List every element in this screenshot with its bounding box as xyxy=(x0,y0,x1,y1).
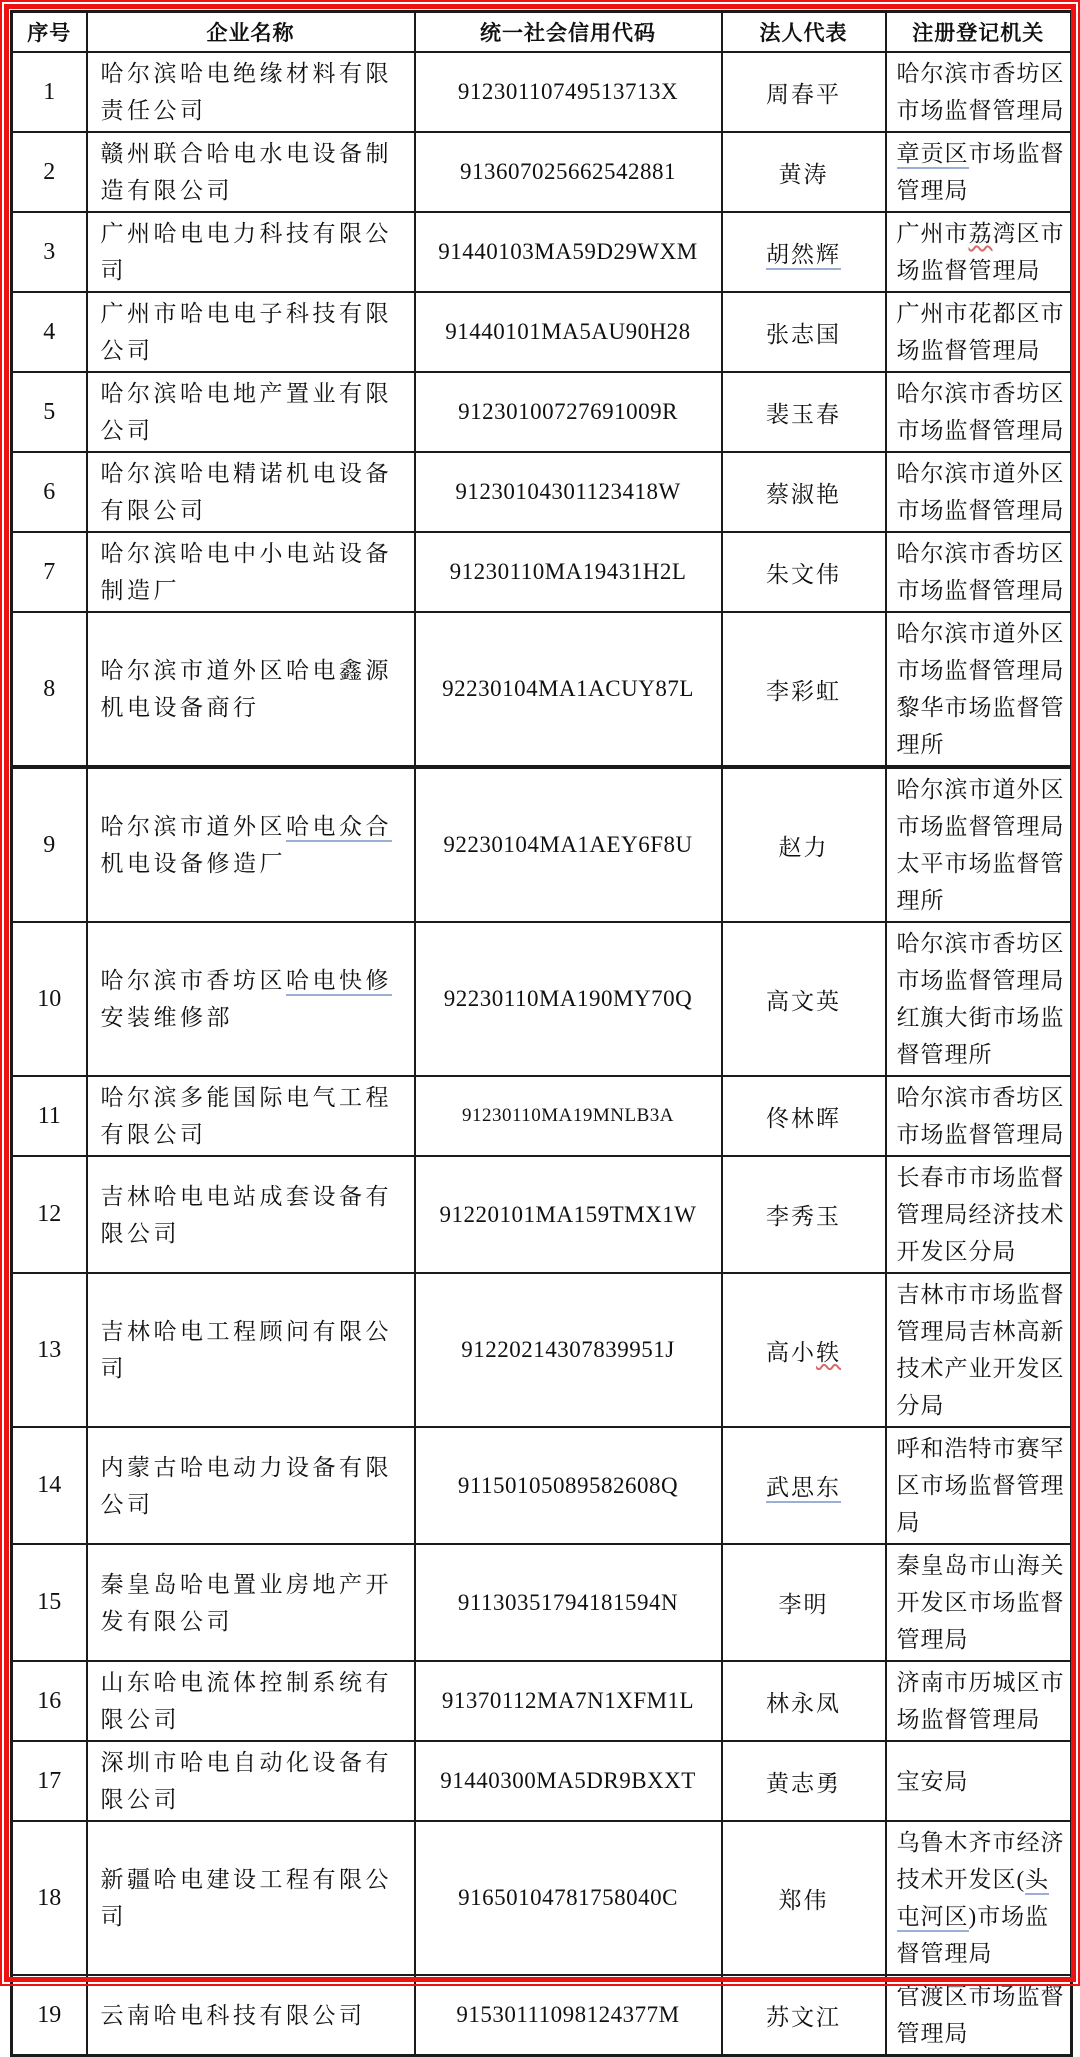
cell-legal-representative: 赵力 xyxy=(722,767,886,922)
cell-serial-number: 5 xyxy=(12,372,87,452)
cell-company-name: 新疆哈电建设工程有限公司 xyxy=(87,1821,415,1975)
underlined-text: 武思东 xyxy=(766,1475,841,1503)
cell-company-name: 深圳市哈电自动化设备有限公司 xyxy=(87,1741,415,1821)
column-header-legal: 法人代表 xyxy=(722,12,886,53)
cell-legal-representative: 佟林晖 xyxy=(722,1076,886,1156)
cell-company-name: 哈尔滨市香坊区哈电快修安装维修部 xyxy=(87,922,415,1076)
cell-company-name: 赣州联合哈电水电设备制造有限公司 xyxy=(87,132,415,212)
table-row xyxy=(12,452,1072,532)
cell-serial-number: 19 xyxy=(12,1975,87,2056)
table-row xyxy=(12,1427,1072,1544)
cell-legal-representative: 裴玉春 xyxy=(722,372,886,452)
table-row xyxy=(12,767,1072,922)
column-header-authority: 注册登记机关 xyxy=(886,12,1072,53)
cell-credit-code: 91230110MA19MNLB3A xyxy=(415,1076,722,1156)
underlined-text: 胡然辉 xyxy=(766,242,841,270)
cell-credit-code: 91440103MA59D29WXM xyxy=(415,212,722,292)
cell-company-name: 云南哈电科技有限公司 xyxy=(87,1975,415,2056)
table-row xyxy=(12,1273,1072,1427)
cell-legal-representative: 周春平 xyxy=(722,52,886,132)
cell-legal-representative: 张志国 xyxy=(722,292,886,372)
table-row xyxy=(12,532,1072,612)
table-row xyxy=(12,1661,1072,1741)
cell-registration-authority: 哈尔滨市香坊区市场监督管理局 xyxy=(886,372,1072,452)
cell-credit-code: 913607025662542881 xyxy=(415,132,722,212)
table-row xyxy=(12,52,1072,132)
cell-legal-representative: 蔡淑艳 xyxy=(722,452,886,532)
cell-credit-code: 91150105089582608Q xyxy=(415,1427,722,1544)
cell-company-name: 吉林哈电工程顾问有限公司 xyxy=(87,1273,415,1427)
cell-company-name: 吉林哈电电站成套设备有限公司 xyxy=(87,1156,415,1273)
cell-legal-representative: 黄志勇 xyxy=(722,1741,886,1821)
underlined-text: 哈电快修 xyxy=(286,968,392,996)
cell-company-name: 广州哈电电力科技有限公司 xyxy=(87,212,415,292)
cell-registration-authority: 哈尔滨市道外区市场监督管理局 xyxy=(886,452,1072,532)
cell-serial-number: 17 xyxy=(12,1741,87,1821)
cell-credit-code: 91440101MA5AU90H28 xyxy=(415,292,722,372)
cell-registration-authority: 哈尔滨市香坊区市场监督管理局 xyxy=(886,52,1072,132)
cell-serial-number: 18 xyxy=(12,1821,87,1975)
cell-legal-representative: 高小轶 xyxy=(722,1273,886,1427)
cell-company-name: 山东哈电流体控制系统有限公司 xyxy=(87,1661,415,1741)
cell-registration-authority: 吉林市市场监督管理局吉林高新技术产业开发区分局 xyxy=(886,1273,1072,1427)
cell-registration-authority: 哈尔滨市道外区市场监督管理局太平市场监督管理所 xyxy=(886,767,1072,922)
cell-legal-representative: 李明 xyxy=(722,1544,886,1661)
cell-company-name: 哈尔滨哈电精诺机电设备有限公司 xyxy=(87,452,415,532)
cell-company-name: 广州市哈电电子科技有限公司 xyxy=(87,292,415,372)
cell-company-name: 哈尔滨多能国际电气工程有限公司 xyxy=(87,1076,415,1156)
cell-serial-number: 15 xyxy=(12,1544,87,1661)
table-row xyxy=(12,1544,1072,1661)
cell-serial-number: 3 xyxy=(12,212,87,292)
cell-credit-code: 92230104MA1ACUY87L xyxy=(415,612,722,767)
cell-legal-representative: 李秀玉 xyxy=(722,1156,886,1273)
table-header-row xyxy=(12,12,1072,53)
column-header-name: 企业名称 xyxy=(87,12,415,53)
cell-legal-representative xyxy=(722,212,886,292)
cell-credit-code: 92230104MA1AEY6F8U xyxy=(415,767,722,922)
cell-company-name: 内蒙古哈电动力设备有限公司 xyxy=(87,1427,415,1544)
table-row xyxy=(12,1156,1072,1273)
cell-serial-number: 9 xyxy=(12,767,87,922)
cell-registration-authority: 济南市历城区市场监督管理局 xyxy=(886,1661,1072,1741)
cell-registration-authority: 哈尔滨市道外区市场监督管理局黎华市场监督管理所 xyxy=(886,612,1072,767)
cell-credit-code: 92230110MA190MY70Q xyxy=(415,922,722,1076)
cell-legal-representative: 林永凤 xyxy=(722,1661,886,1741)
cell-credit-code: 91230110749513713X xyxy=(415,52,722,132)
table-row xyxy=(12,132,1072,212)
cell-legal-representative: 苏文江 xyxy=(722,1975,886,2056)
cell-credit-code: 91230104301123418W xyxy=(415,452,722,532)
cell-serial-number: 12 xyxy=(12,1156,87,1273)
table-row xyxy=(12,212,1072,292)
table-row xyxy=(12,1076,1072,1156)
cell-registration-authority: 官渡区市场监督管理局 xyxy=(886,1975,1072,2056)
cell-legal-representative: 朱文伟 xyxy=(722,532,886,612)
cell-company-name: 哈尔滨哈电地产置业有限公司 xyxy=(87,372,415,452)
cell-credit-code: 91370112MA7N1XFM1L xyxy=(415,1661,722,1741)
cell-credit-code: 91220214307839951J xyxy=(415,1273,722,1427)
cell-serial-number: 11 xyxy=(12,1076,87,1156)
underlined-text: 哈电众合 xyxy=(286,814,392,842)
table-row xyxy=(12,1741,1072,1821)
cell-serial-number: 6 xyxy=(12,452,87,532)
cell-registration-authority: 长春市市场监督管理局经济技术开发区分局 xyxy=(886,1156,1072,1273)
cell-company-name: 哈尔滨市道外区哈电众合机电设备修造厂 xyxy=(87,767,415,922)
cell-company-name: 哈尔滨哈电中小电站设备制造厂 xyxy=(87,532,415,612)
cell-legal-representative: 高文英 xyxy=(722,922,886,1076)
cell-serial-number: 4 xyxy=(12,292,87,372)
cell-serial-number: 16 xyxy=(12,1661,87,1741)
cell-company-name: 哈尔滨市道外区哈电鑫源机电设备商行 xyxy=(87,612,415,767)
cell-serial-number: 7 xyxy=(12,532,87,612)
cell-serial-number: 8 xyxy=(12,612,87,767)
cell-credit-code: 91130351794181594N xyxy=(415,1544,722,1661)
cell-credit-code: 91440300MA5DR9BXXT xyxy=(415,1741,722,1821)
cell-company-name: 哈尔滨哈电绝缘材料有限责任公司 xyxy=(87,52,415,132)
cell-legal-representative xyxy=(722,1427,886,1544)
underlined-text: 头屯河区 xyxy=(897,1867,1050,1932)
underlined-text: 章贡区 xyxy=(897,141,969,169)
table-row xyxy=(12,1821,1072,1975)
underlined-text: 荔 xyxy=(968,221,993,246)
cell-credit-code: 91220101MA159TMX1W xyxy=(415,1156,722,1273)
cell-credit-code: 91230110MA19431H2L xyxy=(415,532,722,612)
cell-registration-authority: 呼和浩特市赛罕区市场监督管理局 xyxy=(886,1427,1072,1544)
underlined-text: 轶 xyxy=(816,1339,841,1365)
cell-credit-code: 91530111098124377M xyxy=(415,1975,722,2056)
cell-serial-number: 14 xyxy=(12,1427,87,1544)
cell-registration-authority: 哈尔滨市香坊区市场监督管理局红旗大街市场监督管理所 xyxy=(886,922,1072,1076)
table-row xyxy=(12,292,1072,372)
cell-legal-representative: 黄涛 xyxy=(722,132,886,212)
cell-registration-authority: 章贡区市场监督管理局 xyxy=(886,132,1072,212)
cell-serial-number: 2 xyxy=(12,132,87,212)
cell-legal-representative: 李彩虹 xyxy=(722,612,886,767)
cell-registration-authority: 哈尔滨市香坊区市场监督管理局 xyxy=(886,532,1072,612)
cell-registration-authority: 乌鲁木齐市经济技术开发区(头屯河区)市场监督管理局 xyxy=(886,1821,1072,1975)
table-row xyxy=(12,922,1072,1076)
table-body xyxy=(12,52,1072,2056)
cell-credit-code: 91650104781758040C xyxy=(415,1821,722,1975)
cell-legal-representative: 郑伟 xyxy=(722,1821,886,1975)
column-header-no: 序号 xyxy=(12,12,87,53)
cell-credit-code: 91230100727691009R xyxy=(415,372,722,452)
column-header-code: 统一社会信用代码 xyxy=(415,12,722,53)
cell-serial-number: 1 xyxy=(12,52,87,132)
table-row xyxy=(12,1975,1072,2056)
cell-company-name: 秦皇岛哈电置业房地产开发有限公司 xyxy=(87,1544,415,1661)
company-register-table xyxy=(10,10,1073,2057)
table-row xyxy=(12,612,1072,767)
cell-registration-authority: 哈尔滨市香坊区市场监督管理局 xyxy=(886,1076,1072,1156)
cell-registration-authority: 宝安局 xyxy=(886,1741,1072,1821)
cell-serial-number: 10 xyxy=(12,922,87,1076)
cell-serial-number: 13 xyxy=(12,1273,87,1427)
cell-registration-authority: 广州市荔湾区市场监督管理局 xyxy=(886,212,1072,292)
cell-registration-authority: 秦皇岛市山海关开发区市场监督管理局 xyxy=(886,1544,1072,1661)
cell-registration-authority: 广州市花都区市场监督管理局 xyxy=(886,292,1072,372)
table-row xyxy=(12,372,1072,452)
